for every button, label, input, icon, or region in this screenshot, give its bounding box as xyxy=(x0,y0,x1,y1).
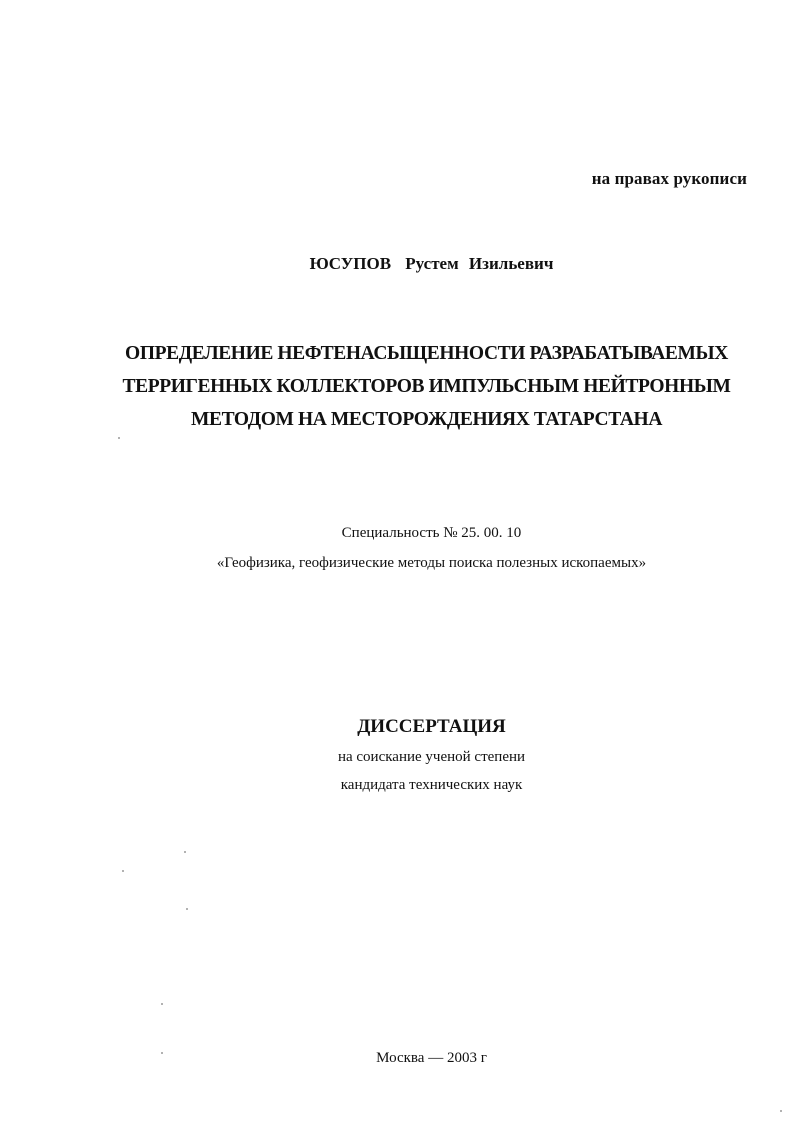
specialty-code: Специальность № 25. 00. 10 xyxy=(341,525,522,541)
title-line: ОПРЕДЕЛЕНИЕ НЕФТЕНАСЫЩЕННОСТИ РАЗРАБАТЫВАЕМЫХ xyxy=(125,343,728,364)
scan-speck xyxy=(118,437,120,439)
specialty-name: «Геофизика, геофизические методы поиска полезных ископаемых» xyxy=(216,555,647,571)
place-year: Москва — 2003 г xyxy=(376,1050,487,1066)
title-line: МЕТОДОМ НА МЕСТОРОЖДЕНИЯХ ТАТАРСТАНА xyxy=(190,409,663,430)
title-line: ТЕРРИГЕННЫХ КОЛЛЕКТОРОВ ИМПУЛЬСНЫМ НЕЙТРОННЫМ xyxy=(122,376,731,397)
author-name xyxy=(0,254,793,274)
scan-speck xyxy=(186,908,188,910)
dissertation-title xyxy=(60,337,793,436)
author-surname: ЮСУПОВ xyxy=(309,254,392,273)
scan-speck xyxy=(780,1110,782,1112)
scan-speck xyxy=(161,1052,163,1054)
author-given-names: Рустем Изильевич xyxy=(405,254,554,273)
dissertation-block xyxy=(0,711,793,799)
scan-speck xyxy=(184,851,186,853)
manuscript-note: на правах рукописи xyxy=(591,169,747,188)
specialty-block xyxy=(0,518,793,578)
dissertation-heading: ДИССЕРТАЦИЯ xyxy=(357,716,506,737)
scan-speck xyxy=(161,1003,163,1005)
degree-line-1: на соискание ученой степени xyxy=(337,749,526,765)
degree-line-2: кандидата технических наук xyxy=(340,777,523,793)
scan-speck xyxy=(122,870,124,872)
